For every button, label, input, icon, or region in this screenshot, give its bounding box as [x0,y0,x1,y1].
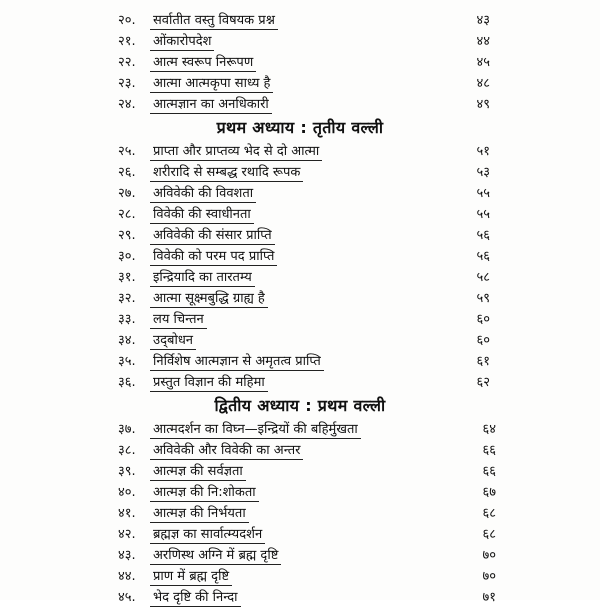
entry-title: आत्मज्ञ की निर्भयता [153,506,246,521]
section-heading: द्वितीय अध्याय : प्रथम वल्ली [214,396,386,415]
entry-page: ५६ [476,228,490,243]
entry-title: आत्मदर्शन का विघ्न—इन्द्रियों की बहिर्मुखता [153,422,358,437]
entry-number: ३७. [118,422,136,437]
entry-title: भेद दृष्टि की निन्दा [153,590,238,605]
toc-entry [0,419,600,440]
entry-number: २७. [118,186,136,201]
entry-underline [150,113,272,114]
table-of-contents [0,10,600,608]
entry-title: इन्द्रियादि का तारतम्य [153,270,252,285]
toc-entry [0,10,600,31]
toc-entry [0,482,600,503]
entry-number: ३२. [118,291,136,306]
toc-entry [0,524,600,545]
entry-title: निर्विशेष आत्मज्ञान से अमृतत्व प्राप्ति [153,354,321,369]
entry-page: ६६ [482,443,496,458]
entry-page: ४३ [476,13,490,28]
toc-entry [0,31,600,52]
entry-number: २०. [118,13,136,28]
entry-page: ४८ [476,76,490,91]
entry-number: ४३. [118,548,136,563]
entry-number: ३९. [118,464,136,479]
entry-underline [150,71,256,72]
entry-page: ५५ [476,186,490,201]
entry-underline [150,391,268,392]
toc-entry [0,372,600,393]
entry-title: उद्‌बोधन [153,333,194,348]
entry-title: अविवेकी की संसार प्राप्ति [153,228,272,243]
entry-number: ३०. [118,249,136,264]
toc-entry [0,246,600,267]
entry-underline [150,307,268,308]
entry-number: ४०. [118,485,136,500]
entry-title: अरणिस्थ अग्नि में ब्रह्म दृष्टि [153,548,279,563]
entry-title: आत्मज्ञ की सर्वज्ञता [153,464,243,479]
toc-entry [0,141,600,162]
toc-entry [0,309,600,330]
entry-title: प्राण में ब्रह्म दृष्टि [153,569,230,584]
entry-page: ५६ [476,249,490,264]
entry-number: २४. [118,97,136,112]
entry-number: ४२. [118,527,136,542]
entry-number: ४१. [118,506,136,521]
toc-entry [0,73,600,94]
entry-underline [150,564,281,565]
entry-title: अविवेकी की विवशता [153,186,254,201]
toc-entry [0,587,600,608]
entry-underline [150,92,273,93]
entry-number: २१. [118,34,136,49]
toc-entry [0,204,600,225]
entry-number: ३८. [118,443,136,458]
entry-title: अविवेकी और विवेकी का अन्तर [153,443,301,458]
entry-page: ४९ [476,97,490,112]
entry-underline [150,522,249,523]
entry-page: ६० [476,312,490,327]
entry-underline [150,181,303,182]
entry-number: २६. [118,165,136,180]
entry-title: ब्रह्मज्ञ का सार्वात्म्यदर्शन [153,527,263,542]
entry-page: ७० [482,548,496,563]
entry-number: ३१. [118,270,136,285]
entry-title: शरीरादि से सम्बद्ध रथादि रूपक [153,165,301,180]
entry-underline [150,543,265,544]
entry-title: विवेकी को परम पद प्राप्ति [153,249,275,264]
entry-underline [150,585,232,586]
toc-entry [0,162,600,183]
entry-number: ३५. [118,354,136,369]
entry-number: २३. [118,76,136,91]
entry-underline [150,349,196,350]
entry-title: प्राप्ता और प्राप्तव्य भेद से दो आत्मा [153,144,320,159]
entry-title: ओंकारोपदेश [153,34,212,49]
entry-page: ७१ [482,590,496,605]
entry-title: आत्मा सूक्ष्मबुद्धि ग्राह्य है [153,291,265,306]
toc-entry [0,351,600,372]
entry-number: ३३. [118,312,136,327]
entry-number: २२. [118,55,136,70]
entry-page: ६० [476,333,490,348]
entry-underline [150,501,259,502]
toc-entry [0,52,600,73]
entry-underline [150,244,275,245]
entry-underline [150,202,256,203]
entry-underline [150,370,324,371]
toc-entry [0,440,600,461]
entry-number: २५. [118,144,136,159]
entry-underline [150,160,322,161]
entry-underline [150,29,278,30]
entry-title: आत्म स्वरूप निरूपण [153,55,254,70]
toc-entry [0,183,600,204]
entry-page: ४४ [476,34,490,49]
entry-number: ३४. [118,333,136,348]
entry-underline [150,286,255,287]
entry-title: सर्वातीत वस्तु विषयक प्रश्न [153,13,275,28]
entry-page: ६१ [476,354,490,369]
entry-number: ४४. [118,569,136,584]
toc-entry [0,566,600,587]
entry-underline [150,265,277,266]
toc-entry [0,94,600,115]
entry-number: २९. [118,228,136,243]
toc-entry [0,267,600,288]
toc-entry [0,503,600,524]
section-heading: प्रथम अध्याय : तृतीय वल्ली [216,118,384,137]
entry-page: ६८ [482,527,496,542]
entry-page: ७० [482,569,496,584]
entry-title: लय चिन्तन [153,312,204,327]
entry-page: ६२ [476,375,490,390]
entry-underline [150,223,254,224]
entry-title: विवेकी की स्वाधीनता [153,207,251,222]
toc-entry [0,288,600,309]
entry-underline [150,480,246,481]
entry-page: ४५ [476,55,490,70]
entry-page: ५५ [476,207,490,222]
toc-entry [0,225,600,246]
entry-number: ४५. [118,590,136,605]
entry-number: २८. [118,207,136,222]
entry-title: प्रस्तुत विज्ञान की महिमा [153,375,265,390]
toc-entry [0,461,600,482]
entry-underline [150,606,241,607]
entry-underline [150,459,303,460]
entry-underline [150,50,214,51]
toc-entry [0,545,600,566]
entry-page: ६७ [482,485,496,500]
entry-page: ५९ [476,291,490,306]
entry-number: ३६. [118,375,136,390]
entry-underline [150,438,361,439]
entry-page: ६६ [482,464,496,479]
entry-title: आत्मज्ञ की नि:शोकता [153,485,256,500]
entry-page: ६४ [482,422,496,437]
toc-entry [0,330,600,351]
entry-title: आत्मा आत्मकृपा साध्य है [153,76,271,91]
entry-page: ५१ [476,144,490,159]
entry-title: आत्मज्ञान का अनधिकारी [153,97,269,112]
entry-page: ५८ [476,270,490,285]
entry-underline [150,328,207,329]
entry-page: ६८ [482,506,496,521]
entry-page: ५३ [476,165,490,180]
